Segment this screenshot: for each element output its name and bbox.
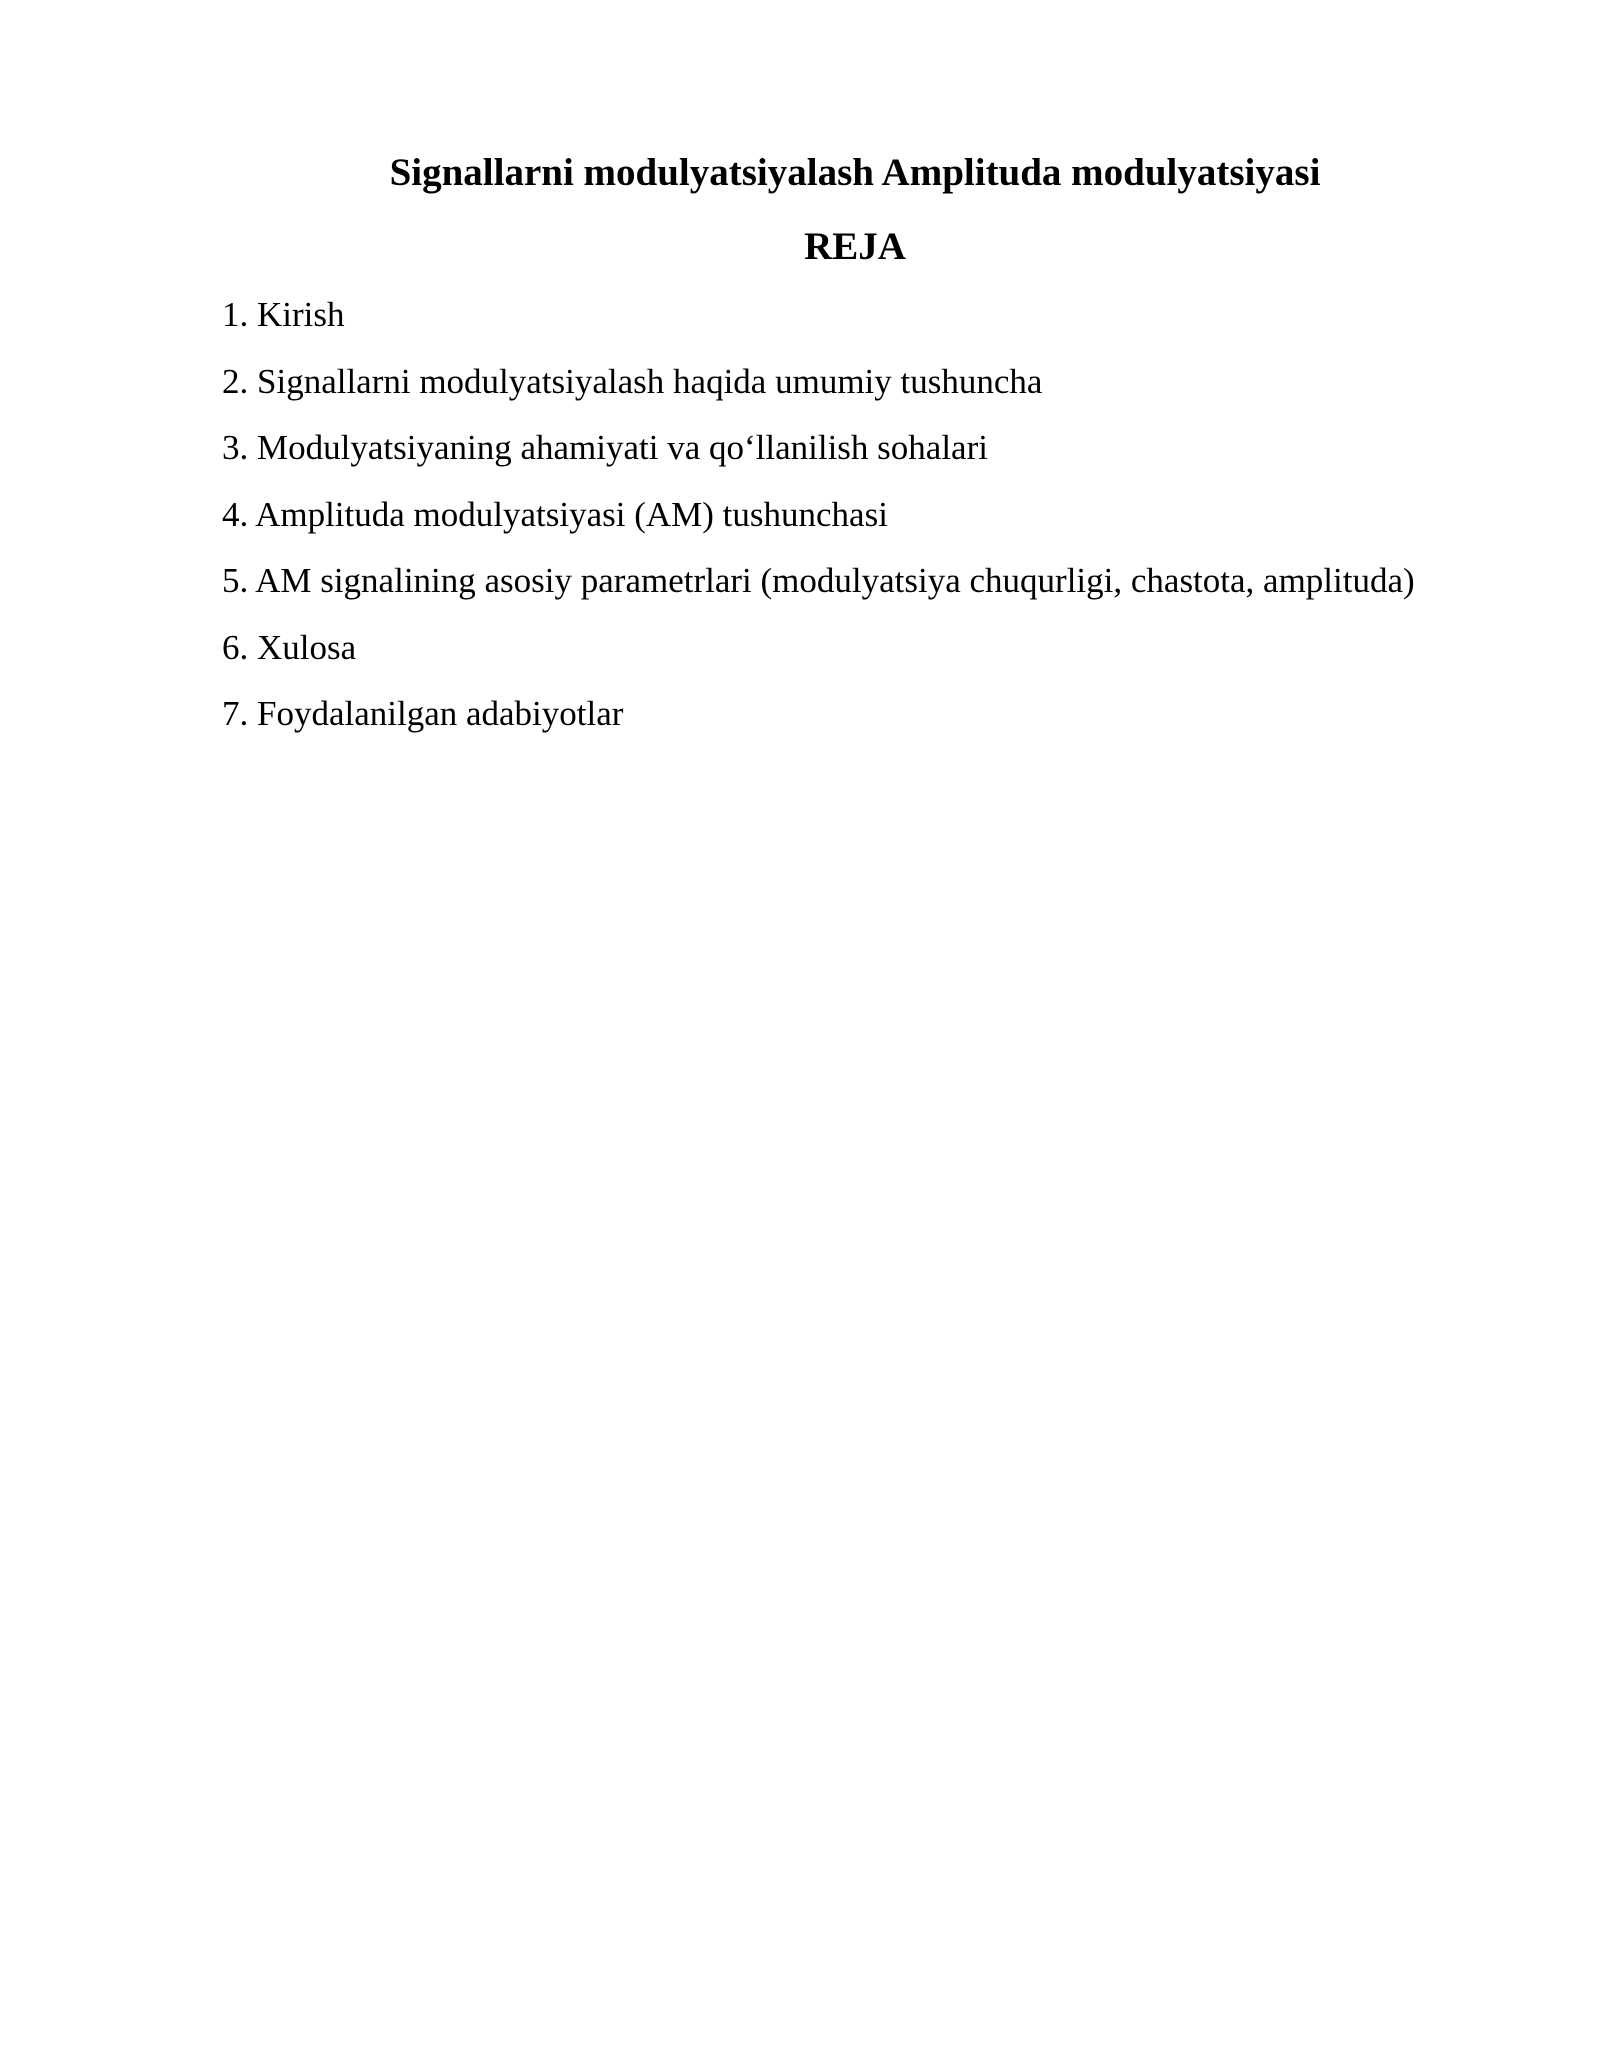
plan-item-am-parameters: 5. AM signalining asosiy parametrlari (modulyatsiya chuqurligi, chastota, amplituda) xyxy=(222,561,1415,600)
plan-item-references: 7. Foydalanilgan adabiyotlar xyxy=(222,694,624,733)
plan-item-am-concept: 4. Amplituda modulyatsiyasi (AM) tushunchasi xyxy=(222,494,888,534)
plan-item-introduction: 1. Kirish xyxy=(222,295,345,334)
document-title: Signallarni modulyatsiyalash Amplituda modulyatsiyasi xyxy=(389,151,1321,194)
plan-heading: REJA xyxy=(804,225,906,268)
plan-list xyxy=(222,290,1415,756)
plan-item-importance: 3. Modulyatsiyaning ahamiyati va qo‘llanilish sohalari xyxy=(222,428,988,467)
plan-item-general-concept: 2. Signallarni modulyatsiyalash haqida umumiy tushuncha xyxy=(222,361,1043,401)
plan-item-conclusion: 6. Xulosa xyxy=(222,627,357,667)
